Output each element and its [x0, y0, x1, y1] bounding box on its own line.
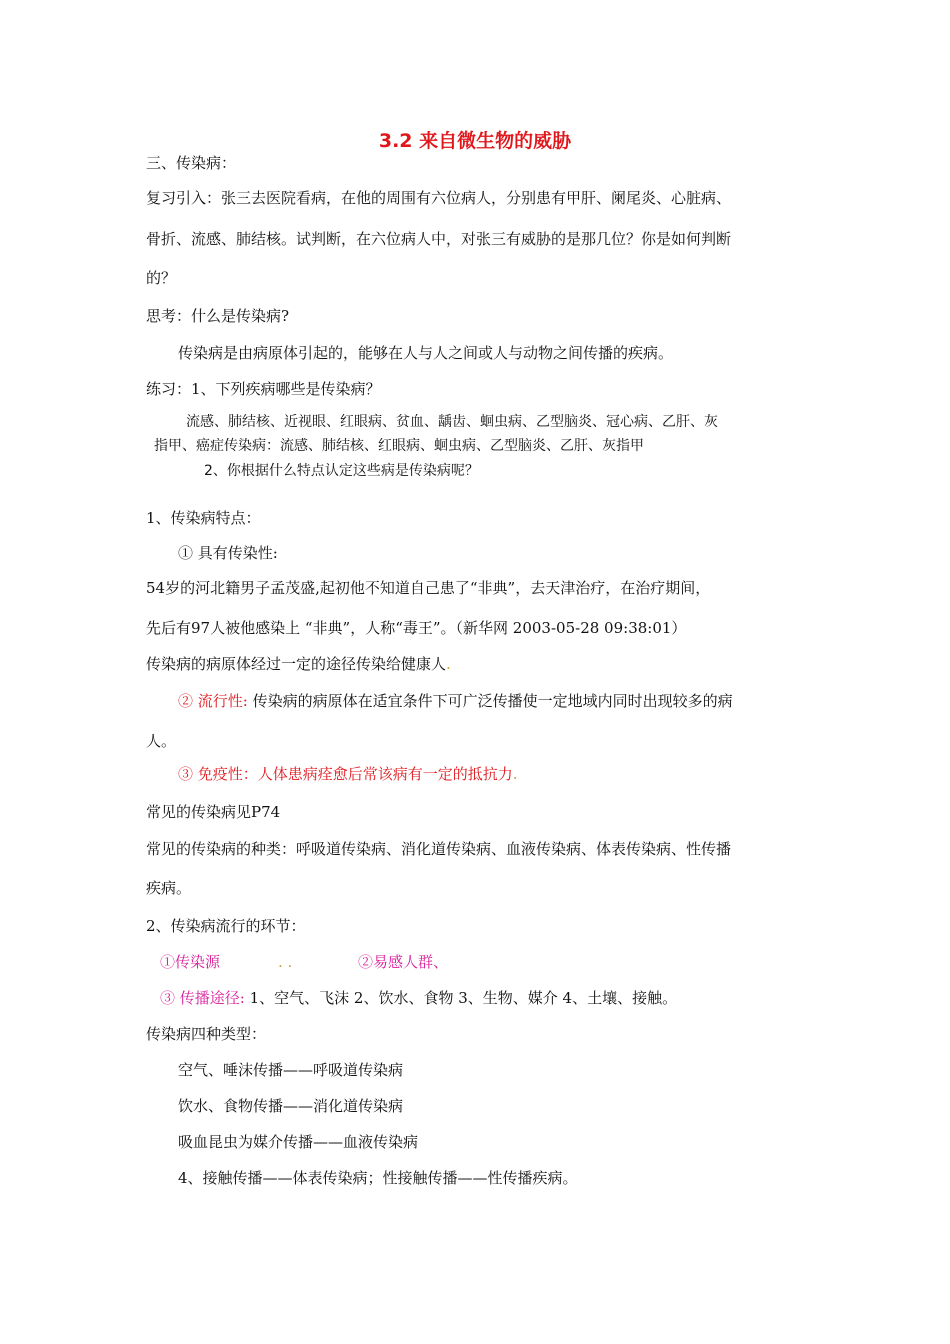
feature-immunity-text: ③ 免疫性：人体患病痊愈后常该病有一定的抵抗力	[178, 765, 513, 783]
think-question: 思考：什么是传染病?	[146, 307, 290, 325]
features-heading: 1、传染病特点：	[146, 509, 261, 527]
type-contact: 4、接触传播——体表传染病；性接触传播——性传播疾病。	[178, 1169, 578, 1187]
disease-kinds-line-2: 疾病。	[146, 879, 192, 897]
link-susceptible-group: ②易感人群、	[358, 953, 449, 971]
types-heading: 传染病四种类型：	[146, 1025, 267, 1043]
exercise-question: 练习：1、下列疾病哪些是传染病？	[146, 380, 381, 398]
page-title: 3.2 来自微生物的威胁	[378, 130, 572, 152]
type-respiratory: 空气、唾沫传播——呼吸道传染病	[178, 1061, 404, 1079]
links-heading: 2、传染病流行的环节：	[146, 917, 306, 935]
case-note	[146, 654, 451, 674]
case-note-text: 传染病的病原体经过一定的途径传染给健康人	[146, 655, 447, 673]
disease-list-line-1: 流感、肺结核、近视眼、红眼病、贫血、龋齿、蛔虫病、乙型脑炎、冠心病、乙肝、灰	[186, 414, 718, 430]
feature-epidemic-text: 传染病的病原体在适宜条件下可广泛传播使一定地域内同时出现较多的病	[252, 692, 733, 710]
link-infection-source: ①传染源	[160, 953, 221, 971]
section-heading: 三、传染病：	[146, 154, 237, 172]
feature-epidemic-tail: 人。	[146, 732, 177, 750]
feature-epidemic-label: ② 流行性:	[178, 692, 248, 710]
type-digestive: 饮水、食物传播——消化道传染病	[178, 1097, 404, 1115]
feature-immunity	[178, 764, 518, 784]
review-text-line-3: 的？	[146, 269, 177, 287]
transmission-route-text: 1、空气、飞沫 2、饮水、食物 3、生物、媒介 4、土壤、接触。	[249, 989, 678, 1007]
type-blood: 吸血昆虫为媒介传播——血液传染病	[178, 1133, 419, 1151]
transmission-route-label: ③ 传播途径:	[160, 989, 245, 1007]
decorative-dots: . .	[278, 953, 293, 971]
case-text-line-2: 先后有97人被他感染上 “非典”，人称“毒王”。（新华网 2003-05-28 09:38:01）	[146, 619, 687, 637]
decorative-dot: .	[446, 655, 451, 673]
disease-kinds-line-1: 常见的传染病的种类：呼吸道传染病、消化道传染病、血液传染病、体表传染病、性传播	[146, 840, 732, 858]
common-diseases-reference: 常见的传染病见P74	[146, 803, 281, 821]
exercise-question-2: 2、你根据什么特点认定这些病是传染病呢？	[204, 463, 479, 479]
definition-text: 传染病是由病原体引起的，能够在人与人之间或人与动物之间传播的疾病。	[178, 344, 674, 362]
review-text-line-2: 骨折、流感、肺结核。试判断，在六位病人中，对张三有威胁的是那几位？你是如何判断	[146, 230, 732, 248]
review-text-line-1: 复习引入：张三去医院看病，在他的周围有六位病人，分别患有甲肝、阑尾炎、心脏病、	[146, 189, 732, 207]
feature-epidemic	[178, 691, 733, 711]
link-transmission-route	[160, 988, 677, 1008]
disease-list-line-2: 指甲、癌症传染病：流感、肺结核、红眼病、蛔虫病、乙型脑炎、乙肝、灰指甲	[154, 438, 644, 454]
case-text-line-1: 54岁的河北籍男子孟茂盛,起初他不知道自己患了“非典”，去天津治疗，在治疗期间，	[146, 579, 711, 597]
decorative-dot: .	[512, 765, 518, 783]
feature-contagious: ① 具有传染性:	[178, 544, 278, 562]
